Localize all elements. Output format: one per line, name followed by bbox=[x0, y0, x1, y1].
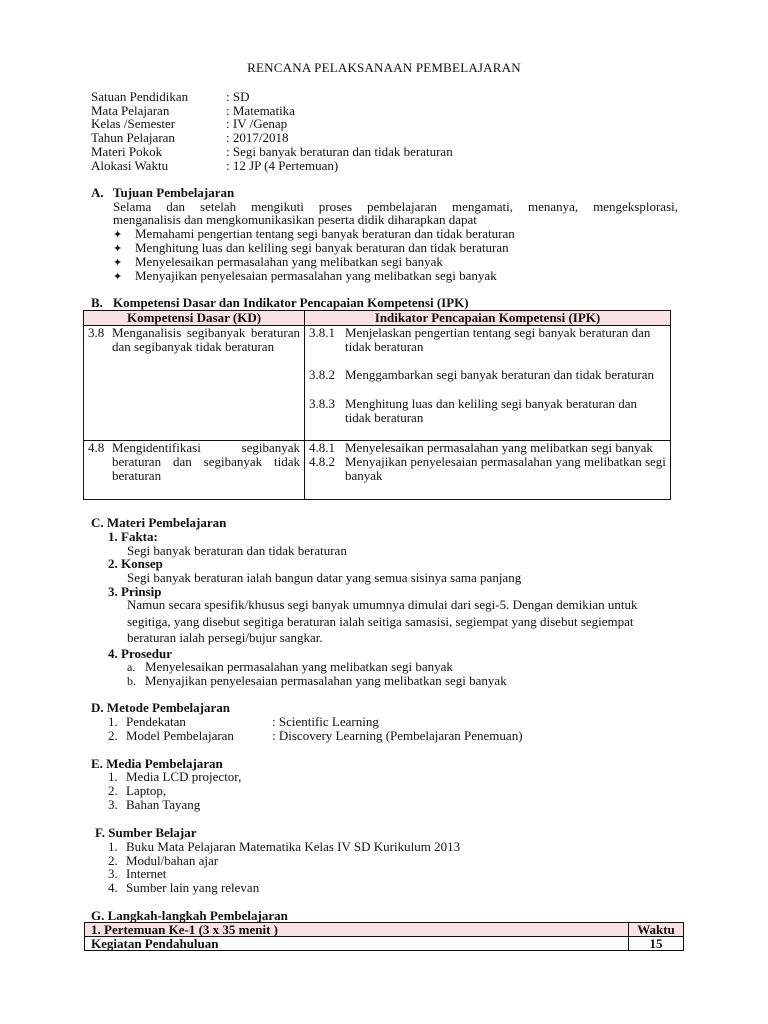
identity-label: Tahun Pelajaran bbox=[91, 130, 175, 145]
ipk-item: 3.8.2 Menggambarkan segi banyak beraturan dan tidak beraturan bbox=[309, 367, 654, 382]
identity-label: Mata Pelajaran bbox=[91, 103, 170, 118]
identity-label: Alokasi Waktu bbox=[91, 158, 169, 173]
activity-label: Kegiatan Pendahuluan bbox=[85, 937, 629, 951]
section-e-heading: E. Media Pembelajaran bbox=[91, 756, 223, 771]
section-a-heading: A. Tujuan Pembelajaran bbox=[91, 185, 235, 200]
konsep-text: Segi banyak beraturan ialah bangun datar yang semua sisinya sama panjang bbox=[127, 570, 522, 585]
method-item: 1. Pendekatan : Scientific Learning bbox=[108, 714, 379, 729]
kd-text: Mengidentifikasi segibanyak beraturan dan segibanyak tidak beraturan bbox=[112, 440, 300, 483]
objective-item: ✦ Menyajikan penyelesaian permasalahan yang melibatkan segi banyak bbox=[113, 268, 497, 283]
identity-value: : 12 JP (4 Pertemuan) bbox=[226, 158, 339, 173]
identity-value: : 2017/2018 bbox=[226, 130, 289, 145]
section-f-heading: F. Sumber Belajar bbox=[95, 825, 197, 840]
identity-row bbox=[91, 159, 338, 173]
star-bullet-icon: ✦ bbox=[113, 257, 123, 269]
section-a-intro-line2: menganalisis dan mengkomunikasikan peserta didik diharapkan dapat bbox=[113, 212, 477, 227]
fakta-text: Segi banyak beraturan dan tidak beraturan bbox=[127, 543, 347, 558]
ipk-item: 4.8.2 Menyajikan penyelesaian permasalahan yang melibatkan segi banyak bbox=[309, 454, 666, 483]
konsep-label: 2. Konsep bbox=[108, 556, 163, 571]
identity-value: : SD bbox=[226, 89, 250, 104]
identity-value: : IV /Genap bbox=[226, 116, 288, 131]
method-item: 2. Model Pembelajaran : Discovery Learning (Pembelajaran Penemuan) bbox=[108, 728, 523, 743]
star-bullet-icon: ✦ bbox=[113, 243, 123, 255]
kd-text: Menganalisis segibanyak beraturan dan segibanyak tidak beraturan bbox=[112, 325, 300, 354]
prinsip-line: Namun secara spesifik/khusus segi banyak umumnya dimulai dari segi-5. Dengan demikian untuk bbox=[127, 597, 638, 612]
kd-number: 4.8 bbox=[88, 440, 105, 455]
identity-value: : Matematika bbox=[226, 103, 295, 118]
kd-cell bbox=[84, 441, 305, 500]
prinsip-label: 3. Prinsip bbox=[108, 584, 162, 599]
prinsip-line: beraturan ialah persegi/bujur sangkar. bbox=[127, 630, 323, 645]
source-item: 3. Internet bbox=[108, 866, 167, 881]
section-a-intro-line1: Selama dan setelah mengikuti proses pembelajaran mengamati, menanya, mengeksplorasi, bbox=[113, 199, 678, 214]
objective-item: ✦ Memahami pengertian tentang segi banyak beraturan dan tidak beraturan bbox=[113, 226, 515, 241]
prinsip-line: segitiga, yang disebut segitiga beraturan ialah seitiga samasisi, segiempat yang disebut segiempat bbox=[127, 614, 634, 629]
star-bullet-icon: ✦ bbox=[113, 229, 123, 241]
document-title: RENCANA PELAKSANAAN PEMBELAJARAN bbox=[247, 60, 521, 75]
kd-cell bbox=[84, 326, 305, 441]
kd-number: 3.8 bbox=[88, 325, 105, 340]
identity-row bbox=[91, 145, 453, 159]
ipk-item: 3.8.1 Menjelaskan pengertian tentang segi banyak beraturan dan tidak beraturan bbox=[309, 325, 651, 354]
time-header: Waktu bbox=[629, 923, 684, 937]
column-header-ipk: Indikator Pencapaian Kompetensi (IPK) bbox=[305, 311, 671, 326]
objective-item: ✦ Menghitung luas dan keliling segi banyak beraturan dan tidak beraturan bbox=[113, 240, 509, 255]
prosedur-item: b. Menyajikan penyelesaian permasalahan yang melibatkan segi banyak bbox=[127, 673, 507, 688]
ipk-item: 4.8.1 Menyelesaikan permasalahan yang melibatkan segi banyak bbox=[309, 440, 653, 455]
ipk-item: 3.8.3 Menghitung luas dan keliling segi banyak beraturan dan tidak beraturan bbox=[309, 396, 638, 425]
media-item: 2. Laptop, bbox=[108, 783, 167, 798]
star-bullet-icon: ✦ bbox=[113, 271, 123, 283]
section-c-heading: C. Materi Pembelajaran bbox=[91, 515, 227, 530]
identity-label: Kelas /Semester bbox=[91, 116, 176, 131]
identity-value: : Segi banyak beraturan dan tidak beraturan bbox=[226, 144, 453, 159]
fakta-label: 1. Fakta: bbox=[108, 529, 158, 544]
activity-time: 15 bbox=[629, 937, 684, 951]
table-row bbox=[85, 923, 684, 937]
table-row bbox=[84, 326, 671, 441]
identity-label: Satuan Pendidikan bbox=[91, 89, 189, 104]
identity-row bbox=[91, 117, 287, 131]
objective-item: ✦ Menyelesaikan permasalahan yang melibatkan segi banyak bbox=[113, 254, 443, 269]
source-item: 2. Modul/bahan ajar bbox=[108, 853, 219, 868]
table-row bbox=[85, 937, 684, 951]
identity-label: Materi Pokok bbox=[91, 144, 163, 159]
media-item: 1. Media LCD projector, bbox=[108, 769, 242, 784]
column-header-kd: Kompetensi Dasar (KD) bbox=[84, 311, 305, 326]
meeting-label: 1. Pertemuan Ke-1 (3 x 35 menit ) bbox=[85, 923, 629, 937]
section-b-heading: B. Kompetensi Dasar dan Indikator Pencapaian Kompetensi (IPK) bbox=[91, 295, 469, 310]
identity-row bbox=[91, 90, 249, 104]
prosedur-label: 4. Prosedur bbox=[108, 646, 173, 661]
steps-table bbox=[84, 922, 684, 951]
table-row bbox=[84, 441, 671, 500]
prosedur-item: a. Menyelesaikan permasalahan yang melibatkan segi banyak bbox=[127, 659, 453, 674]
media-item: 3. Bahan Tayang bbox=[108, 797, 201, 812]
identity-row bbox=[91, 131, 288, 145]
section-g-heading: G. Langkah-langkah Pembelajaran bbox=[91, 908, 288, 923]
competency-table bbox=[83, 310, 671, 500]
source-item: 4. Sumber lain yang relevan bbox=[108, 880, 260, 895]
table-header-row bbox=[84, 311, 671, 326]
section-d-heading: D. Metode Pembelajaran bbox=[91, 700, 230, 715]
ipk-cell bbox=[305, 441, 671, 500]
ipk-cell bbox=[305, 326, 671, 441]
source-item: 1. Buku Mata Pelajaran Matematika Kelas IV SD Kurikulum 2013 bbox=[108, 839, 461, 854]
